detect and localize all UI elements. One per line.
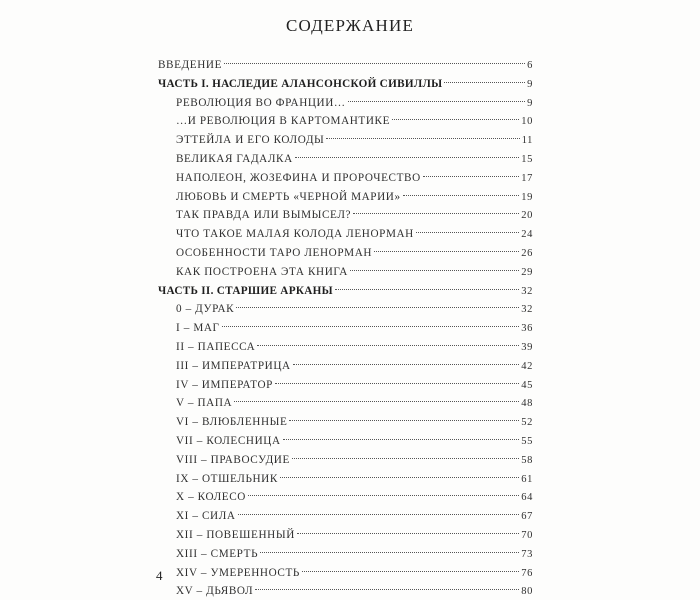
toc-entry-page: 6 [527,60,533,71]
toc-entry-label: VIII – ПРАВОСУДИЕ [176,453,290,466]
toc-entry-label: ЧТО ТАКОЕ МАЛАЯ КОЛОДА ЛЕНОРМАН [176,228,414,241]
toc-entry-page: 61 [521,473,533,485]
toc-entry [158,507,533,526]
dot-leader [280,477,519,478]
dot-leader [275,383,519,384]
toc-entry [158,545,533,564]
dot-leader [236,307,519,308]
toc-entry [158,225,533,244]
toc-entry-label: ОСОБЕННОСТИ ТАРО ЛЕНОРМАН [176,246,373,259]
toc-entry-page: 70 [521,529,533,541]
dot-leader [289,420,519,421]
toc-entry-label: X – КОЛЕСО [176,491,246,504]
toc-entry-page: 42 [521,360,533,372]
toc-entry-page: 64 [521,492,533,504]
dot-leader [326,138,519,139]
toc-part-entry [158,282,533,301]
toc-entry-page: 19 [521,191,533,203]
table-of-contents [158,56,533,600]
toc-entry-label: ТАК ПРАВДА ИЛИ ВЫМЫСЕЛ? [176,209,352,222]
toc-entry [158,413,533,432]
dot-leader [283,439,520,440]
toc-entry [158,319,533,338]
dot-leader [353,213,519,214]
dot-leader [224,63,525,64]
toc-entry [158,300,533,319]
dot-leader [234,401,519,402]
toc-entry-page: 11 [521,135,533,147]
toc-entry [158,564,533,583]
dot-leader [292,458,519,459]
toc-entry [158,432,533,451]
toc-entry-page: 9 [527,97,533,109]
toc-entry-page: 80 [521,586,533,598]
toc-entry-label: ВВЕДЕНИЕ [158,59,223,71]
toc-entry-page: 32 [521,285,533,297]
toc-entry-page: 26 [521,247,533,259]
toc-entry [158,150,533,169]
dot-leader [295,157,520,158]
page-number: 4 [156,568,163,583]
toc-entry-label: ЧАСТЬ II. СТАРШИЕ АРКАНЫ [158,284,333,297]
toc-entry [158,169,533,188]
page-title: СОДЕРЖАНИЕ [285,16,415,35]
dot-leader [350,270,519,271]
dot-leader [335,289,519,290]
toc-entry-page: 15 [521,153,533,165]
toc-entry [158,206,533,225]
toc-entry-page: 29 [521,266,533,278]
toc-entry-label: ВЕЛИКАЯ ГАДАЛКА [176,152,293,165]
toc-entry [158,94,533,113]
toc-entry [158,488,533,507]
dot-leader [348,101,525,102]
dot-leader [297,533,519,534]
toc-entry [158,244,533,263]
dot-leader [403,195,520,196]
dot-leader [392,119,519,120]
toc-entry-page: 9 [527,78,533,90]
toc-entry [158,451,533,470]
dot-leader [248,495,519,496]
toc-entry-page: 55 [521,435,533,447]
toc-entry-label: I – МАГ [176,322,220,335]
toc-entry [158,357,533,376]
toc-entry-label: III – ИМПЕРАТРИЦА [176,359,291,372]
toc-entry-page: 58 [521,454,533,466]
toc-entry-label: II – ПАПЕССА [176,340,256,353]
dot-leader [255,589,519,590]
toc-entry-page: 10 [521,116,533,128]
toc-entry-label: XV – ДЬЯВОЛ [176,585,254,598]
toc-entry-label: ЛЮБОВЬ И СМЕРТЬ «ЧЕРНОЙ МАРИИ» [176,190,401,203]
toc-entry [158,376,533,395]
toc-entry-page: 48 [521,398,533,410]
toc-entry-label: КАК ПОСТРОЕНА ЭТА КНИГА [176,265,348,278]
toc-entry-page: 52 [521,417,533,429]
toc-entry-page: 17 [521,172,533,184]
toc-entry-label: РЕВОЛЮЦИЯ ВО ФРАНЦИИ… [176,96,346,109]
toc-entry-page: 20 [521,210,533,222]
toc-entry-label: VI – ВЛЮБЛЕННЫЕ [176,416,288,429]
dot-leader [257,345,519,346]
toc-entry-label: IX – ОТШЕЛЬНИК [176,472,278,485]
dot-leader [423,176,520,177]
toc-entry-page: 39 [521,341,533,353]
toc-entry [158,131,533,150]
toc-part-entry [158,75,533,94]
toc-entry-page: 45 [521,379,533,391]
toc-entry [158,526,533,545]
dot-leader [444,82,525,83]
toc-entry-page: 32 [521,304,533,316]
dot-leader [238,514,520,515]
toc-entry-label: …И РЕВОЛЮЦИЯ В КАРТОМАНТИКЕ [176,115,391,128]
toc-entry [158,470,533,489]
toc-entry-label: XIII – СМЕРТЬ [176,547,259,560]
dot-leader [293,364,520,365]
toc-entry-page: 24 [521,229,533,241]
toc-entry [158,582,533,600]
toc-entry-page: 73 [521,548,533,560]
toc-entry-label: XII – ПОВЕШЕННЫЙ [176,528,295,541]
dot-leader [302,571,519,572]
toc-entry-label: IV – ИМПЕРАТОР [176,378,274,391]
dot-leader [260,552,519,553]
toc-entry [158,338,533,357]
toc-entry [158,188,533,207]
toc-entry-page: 76 [521,567,533,579]
toc-entry [158,263,533,282]
toc-entry-label: VII – КОЛЕСНИЦА [176,434,281,447]
toc-entry-label: V – ПАПА [176,397,233,410]
dot-leader [222,326,520,327]
toc-entry [158,394,533,413]
toc-entry-label: XIV – УМЕРЕННОСТЬ [176,566,300,579]
toc-entry-page: 36 [521,323,533,335]
toc-entry [158,56,533,75]
toc-entry [158,112,533,131]
toc-entry-label: 0 – ДУРАК [176,303,235,316]
dot-leader [416,232,519,233]
toc-entry-label: ЭТТЕЙЛА И ЕГО КОЛОДЫ [176,134,325,147]
toc-entry-page: 67 [521,511,533,523]
dot-leader [374,251,519,252]
toc-entry-label: НАПОЛЕОН, ЖОЗЕФИНА И ПРОРОЧЕСТВО [176,171,421,184]
toc-entry-label: XI – СИЛА [176,510,236,523]
toc-entry-label: ЧАСТЬ I. НАСЛЕДИЕ АЛАНСОНСКОЙ СИВИЛЛЫ [158,77,443,90]
